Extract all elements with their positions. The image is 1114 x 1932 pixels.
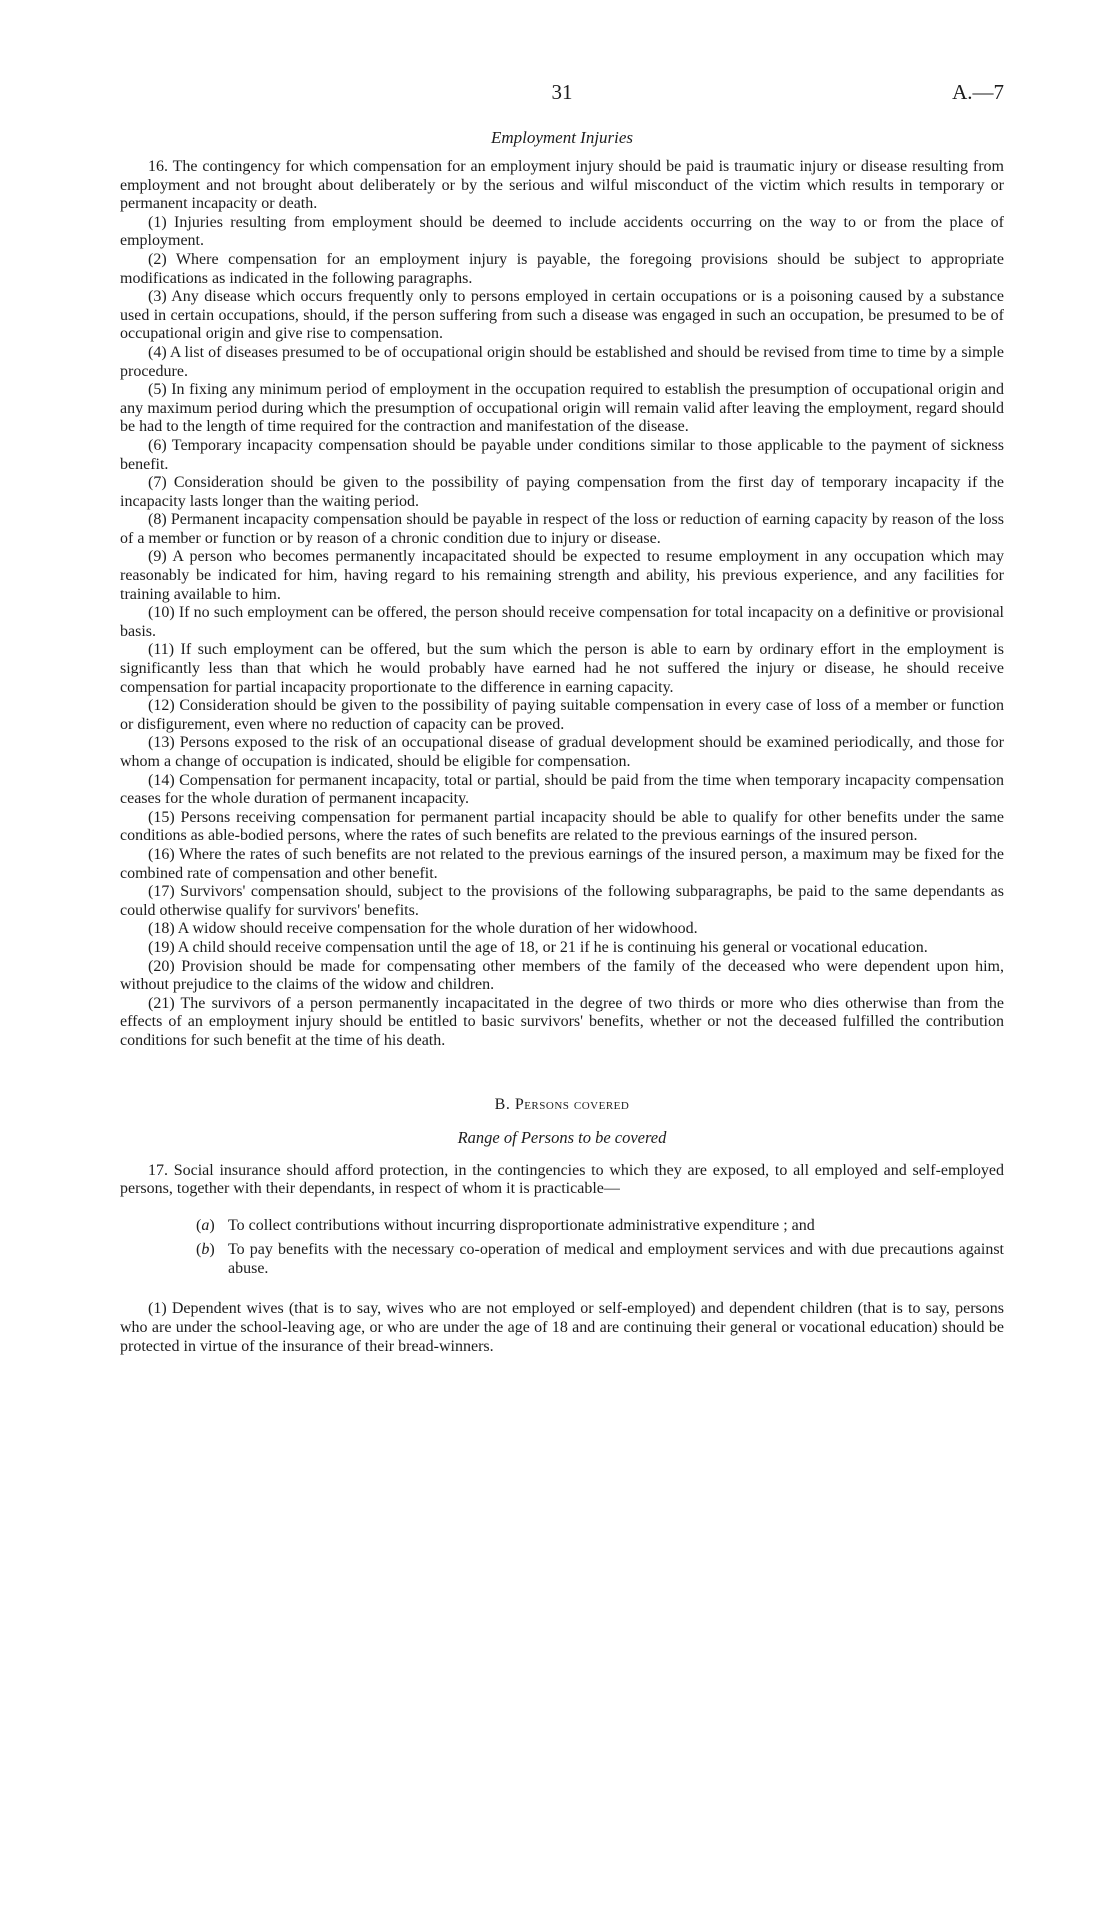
list-item-text: To collect contributions without incurring disproportionate administrative expenditure ; and — [228, 1216, 815, 1234]
subparagraph-20: (20) Provision should be made for compensating other members of the family of the deceased who were dependent upon him, without prejudice to the claims of the widow and children. — [120, 957, 1004, 994]
document-page — [120, 80, 1004, 1356]
subparagraph-3: (3) Any disease which occurs frequently only to persons employed in certain occupations or is a poisoning caused by a substance used in certain occupations, should, if the person suffering from such a disease was engaged in such an occupation, be presumed to be of occupational origin and give rise to compensation. — [120, 288, 1004, 343]
subparagraph-4: (4) A list of diseases presumed to be of occupational origin should be established and should be revised from time to time by a simple procedure. — [120, 343, 1004, 380]
subparagraph-1: (1) Injuries resulting from employment should be deemed to include accidents occurring on the way to or from the place of employment. — [120, 213, 1004, 250]
subparagraph-2: (2) Where compensation for an employment injury is payable, the foregoing provisions should be subject to appropriate modifications as indicated in the following paragraphs. — [120, 250, 1004, 287]
part-b-subheading: Range of Persons to be covered — [457, 1127, 667, 1147]
list-item-text: To pay benefits with the necessary co-operation of medical and employment services and with due precautions against abuse. — [228, 1241, 1004, 1277]
page-header — [120, 80, 1004, 120]
subparagraph-11: (11) If such employment can be offered, but the sum which the person is able to earn by ordinary effort in the employment is significantly less than that which he would probably have earned had he not suffered the injury or disease, he should receive compensation for partial incapacity proportionate to the difference in earning capacity. — [120, 641, 1004, 696]
paragraph-17: 17. Social insurance should afford protection, in the contingencies to which they are exposed, to all employed and self-employed persons, together with their dependants, in respect of whom it is practicable— — [120, 1161, 1004, 1198]
subparagraph-17: (17) Survivors' compensation should, subject to the provisions of the following subparagraphs, be paid to the same dependants as could otherwise qualify for survivors' benefits. — [120, 883, 1004, 919]
subparagraph-7: (7) Consideration should be given to the possibility of paying compensation from the first day of temporary incapacity if the incapacity lasts longer than the waiting period. — [120, 474, 1004, 510]
subparagraph-6: (6) Temporary incapacity compensation should be payable under conditions similar to those applicable to the payment of sickness benefit. — [120, 436, 1004, 473]
subparagraph-19: (19) A child should receive compensation until the age of 18, or 21 if he is continuing his general or vocational education. — [148, 938, 928, 956]
page-number: 31 — [551, 80, 573, 104]
paragraph-16: 16. The contingency for which compensation for an employment injury should be paid is traumatic injury or disease resulting from employment and not brought about deliberately or by the serious and wilful misconduct of the victim which results in temporary or permanent incapacity or death. — [120, 158, 1004, 213]
subparagraph-12: (12) Consideration should be given to the possibility of paying suitable compensation in every case of loss of a member or function or disfigurement, even where no reduction of capacity can be proved. — [120, 697, 1004, 733]
part-b-heading — [120, 1096, 1004, 1114]
list-item-label: (a) — [196, 1216, 215, 1234]
subparagraph-5: (5) In fixing any minimum period of employment in the occupation required to establish the presumption of occupational origin and any maximum period during which the presumption of occupational origin will remain valid after leaving the employment, regard should be had to the length of time required for the contraction and manifestation of the disease. — [120, 381, 1004, 436]
subparagraph-21: (21) The survivors of a person permanently incapacitated in the degree of two thirds or more who dies otherwise than from the effects of an employment injury should be entitled to basic survivors' benefits, whether or not the deceased fulfilled the contribution conditions for such benefit at the time of his death. — [120, 994, 1004, 1049]
employment-injuries-body — [120, 158, 1004, 1051]
subparagraph-14: (14) Compensation for permanent incapacity, total or partial, should be paid from the time when temporary incapacity compensation ceases for the whole duration of permanent incapacity. — [120, 771, 1004, 808]
subparagraph-16: (16) Where the rates of such benefits are not related to the previous earnings of the insured person, a maximum may be fixed for the combined rate of compensation and other benefit. — [120, 845, 1004, 882]
part-b-title: Persons covered — [514, 1095, 630, 1113]
document-reference: A.—7 — [952, 80, 1004, 104]
paragraph-17-list — [120, 1217, 1004, 1279]
subparagraph-10: (10) If no such employment can be offered, the person should receive compensation for total incapacity on a definitive or provisional basis. — [120, 604, 1004, 640]
paragraph-17-subparagraph-1: (1) Dependent wives (that is to say, wives who are not employed or self-employed) and dependent children (that is to say, persons who are under the school-leaving age, or who are under the age of 18 and are continuing their general or vocational education) should be protected in virtue of the insurance of their bread-winners. — [120, 1300, 1004, 1355]
subparagraph-18: (18) A widow should receive compensation for the whole duration of her widowhood. — [148, 920, 698, 938]
part-b-letter: B. — [494, 1095, 511, 1113]
list-item-label: (b) — [196, 1241, 215, 1259]
subparagraph-9: (9) A person who becomes permanently incapacitated should be expected to resume employment in any occupation which may reasonably be indicated for him, having regard to his remaining strength and ability, his previous experience, and any facilities for training available to him. — [120, 548, 1004, 603]
subparagraph-13: (13) Persons exposed to the risk of an occupational disease of gradual development should be examined periodically, and those for whom a change of occupation is indicated, should be eligible for compensation. — [120, 734, 1004, 770]
section-title: Employment Injuries — [490, 128, 634, 147]
subparagraph-15: (15) Persons receiving compensation for permanent partial incapacity should be able to qualify for other benefits under the same conditions as able-bodied persons, where the rates of such benefits are related to the previous earnings of the insured person. — [120, 808, 1004, 845]
list-item — [196, 1217, 1004, 1236]
list-item — [196, 1241, 1004, 1278]
subparagraph-8: (8) Permanent incapacity compensation should be payable in respect of the loss or reduction of earning capacity by reason of the loss of a member or function or by reason of a chronic condition due to injury or disease. — [120, 511, 1004, 547]
